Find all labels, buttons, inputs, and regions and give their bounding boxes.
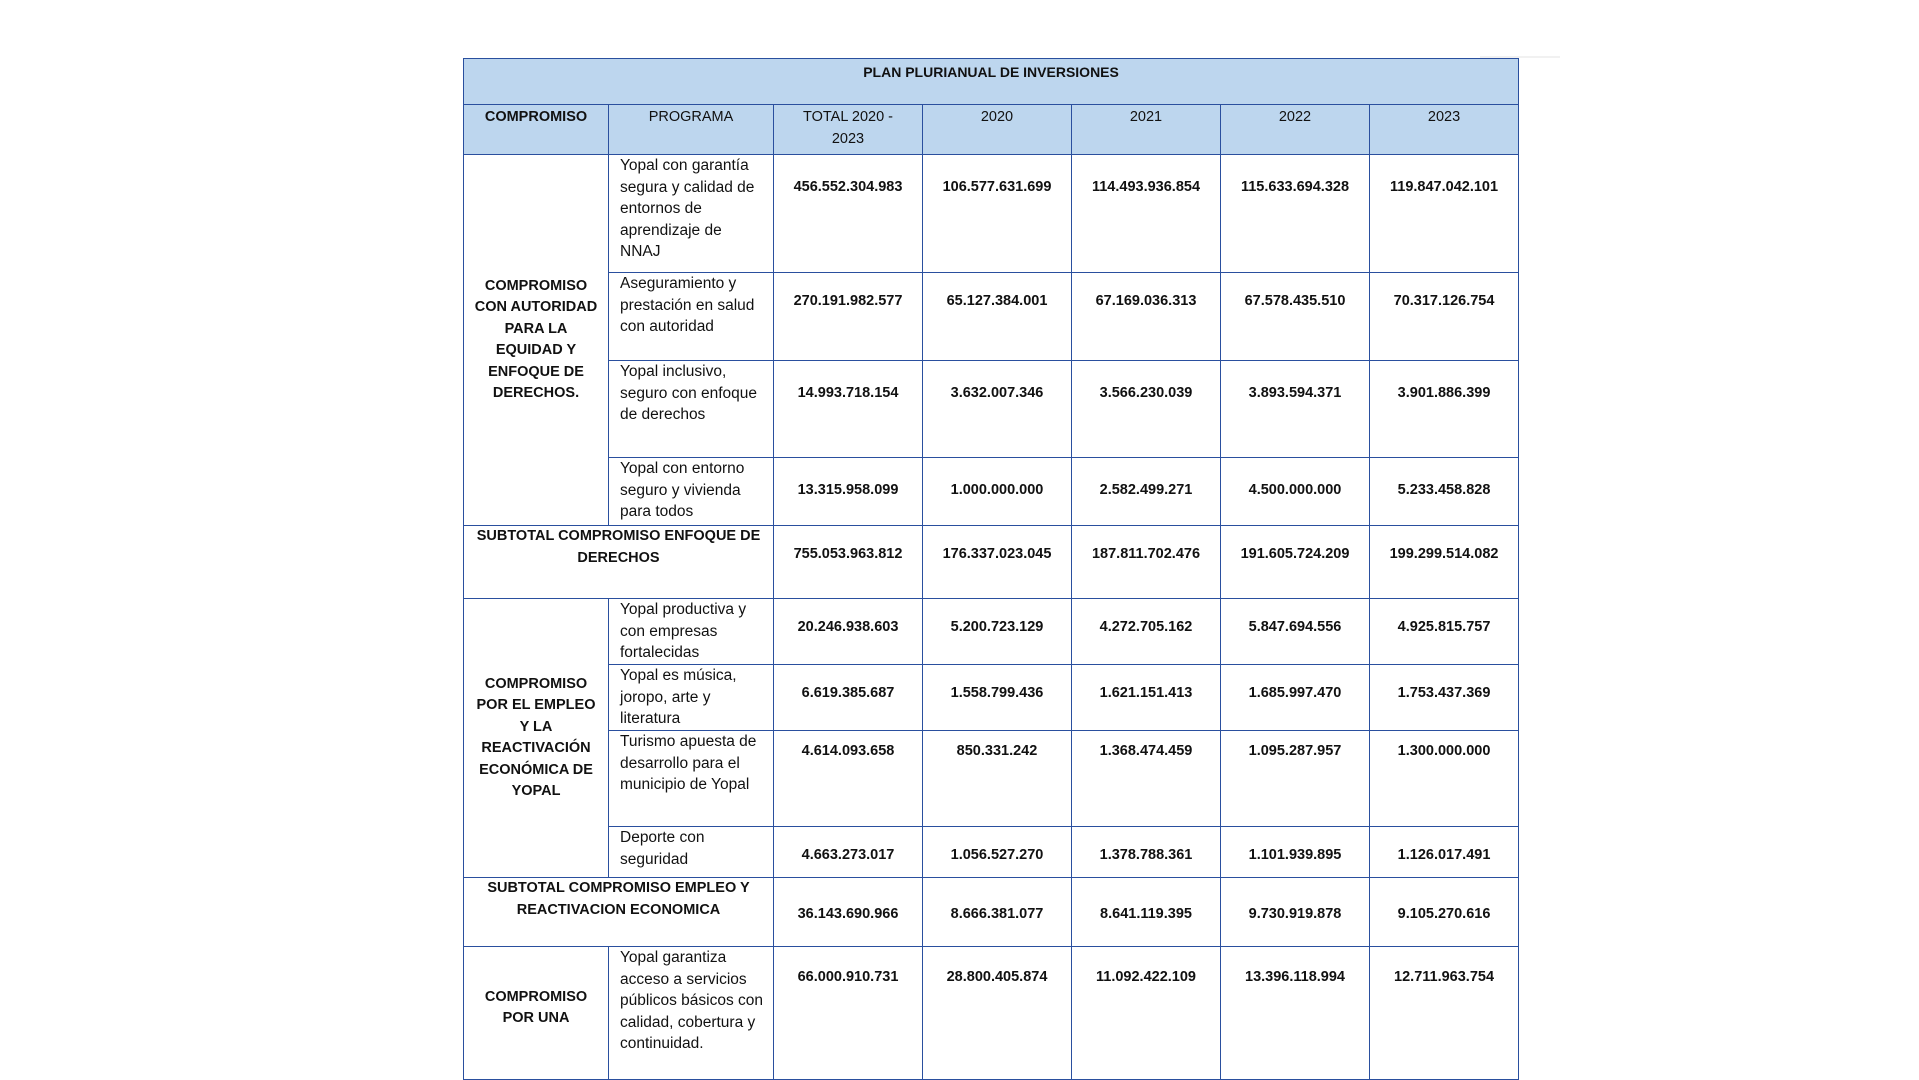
header-2021: 2021 xyxy=(1072,105,1221,155)
value-2020-cell: 850.331.242 xyxy=(923,731,1072,827)
total-cell: 456.552.304.983 xyxy=(774,155,923,273)
value-2021-cell: 1.368.474.459 xyxy=(1072,731,1221,827)
value-2021-cell: 114.493.936.854 xyxy=(1072,155,1221,273)
header-2023: 2023 xyxy=(1370,105,1519,155)
value-2023-cell: 1.126.017.491 xyxy=(1370,827,1519,878)
subtotal-row xyxy=(464,878,1519,947)
value-2021-cell: 1.621.151.413 xyxy=(1072,665,1221,731)
value-2023-cell: 4.925.815.757 xyxy=(1370,599,1519,665)
subtotal-2023-cell: 9.105.270.616 xyxy=(1370,878,1519,947)
programa-cell: Turismo apuesta de desarrollo para el municipio de Yopal xyxy=(609,731,774,827)
total-cell: 4.663.273.017 xyxy=(774,827,923,878)
subtotal-total-cell: 36.143.690.966 xyxy=(774,878,923,947)
programa-cell: Deporte con seguridad xyxy=(609,827,774,878)
value-2020-cell: 65.127.384.001 xyxy=(923,273,1072,361)
header-2022: 2022 xyxy=(1221,105,1370,155)
value-2020-cell: 5.200.723.129 xyxy=(923,599,1072,665)
value-2021-cell: 4.272.705.162 xyxy=(1072,599,1221,665)
value-2020-cell: 1.056.527.270 xyxy=(923,827,1072,878)
value-2022-cell: 115.633.694.328 xyxy=(1221,155,1370,273)
subtotal-2023-cell: 199.299.514.082 xyxy=(1370,526,1519,599)
total-cell: 4.614.093.658 xyxy=(774,731,923,827)
table-row xyxy=(464,361,1519,458)
subtotal-label: SUBTOTAL COMPROMISO EMPLEO Y REACTIVACION ECONOMICA xyxy=(464,878,774,947)
total-cell: 270.191.982.577 xyxy=(774,273,923,361)
subtotal-2021-cell: 8.641.119.395 xyxy=(1072,878,1221,947)
programa-cell: Yopal es música, joropo, arte y literatura xyxy=(609,665,774,731)
value-2022-cell: 1.095.287.957 xyxy=(1221,731,1370,827)
value-2020-cell: 106.577.631.699 xyxy=(923,155,1072,273)
value-2023-cell: 1.300.000.000 xyxy=(1370,731,1519,827)
table-row xyxy=(464,665,1519,731)
value-2023-cell: 12.711.963.754 xyxy=(1370,947,1519,1080)
programa-cell: Yopal inclusivo, seguro con enfoque de derechos xyxy=(609,361,774,458)
compromiso-servicios: COMPROMISO POR UNA xyxy=(464,947,609,1080)
table-row xyxy=(464,155,1519,273)
subtotal-2022-cell: 191.605.724.209 xyxy=(1221,526,1370,599)
value-2020-cell: 1.558.799.436 xyxy=(923,665,1072,731)
value-2022-cell: 1.685.997.470 xyxy=(1221,665,1370,731)
value-2022-cell: 67.578.435.510 xyxy=(1221,273,1370,361)
value-2021-cell: 3.566.230.039 xyxy=(1072,361,1221,458)
compromiso-empleo: COMPROMISO POR EL EMPLEO Y LA REACTIVACIÓN ECONÓMICA DE YOPAL xyxy=(464,599,609,878)
value-2023-cell: 119.847.042.101 xyxy=(1370,155,1519,273)
total-cell: 13.315.958.099 xyxy=(774,458,923,526)
value-2021-cell: 1.378.788.361 xyxy=(1072,827,1221,878)
total-cell: 66.000.910.731 xyxy=(774,947,923,1080)
subtotal-row xyxy=(464,526,1519,599)
subtotal-total-cell: 755.053.963.812 xyxy=(774,526,923,599)
subtotal-label: SUBTOTAL COMPROMISO ENFOQUE DE DERECHOS xyxy=(464,526,774,599)
table-row xyxy=(464,731,1519,827)
total-cell: 20.246.938.603 xyxy=(774,599,923,665)
table-row xyxy=(464,273,1519,361)
subtotal-2020-cell: 8.666.381.077 xyxy=(923,878,1072,947)
table-row xyxy=(464,827,1519,878)
table-title: PLAN PLURIANUAL DE INVERSIONES xyxy=(464,59,1519,105)
value-2022-cell: 4.500.000.000 xyxy=(1221,458,1370,526)
value-2020-cell: 3.632.007.346 xyxy=(923,361,1072,458)
programa-cell: Yopal con garantía segura y calidad de entornos de aprendizaje de NNAJ xyxy=(609,155,774,273)
total-cell: 14.993.718.154 xyxy=(774,361,923,458)
table-row xyxy=(464,458,1519,526)
table-row xyxy=(464,947,1519,1080)
programa-cell: Yopal garantiza acceso a servicios públicos básicos con calidad, cobertura y continuidad. xyxy=(609,947,774,1080)
investment-plan-table xyxy=(463,58,1519,1080)
value-2021-cell: 67.169.036.313 xyxy=(1072,273,1221,361)
subtotal-2022-cell: 9.730.919.878 xyxy=(1221,878,1370,947)
total-cell: 6.619.385.687 xyxy=(774,665,923,731)
programa-cell: Aseguramiento y prestación en salud con autoridad xyxy=(609,273,774,361)
header-programa: PROGRAMA xyxy=(609,105,774,155)
programa-cell: Yopal productiva y con empresas fortalecidas xyxy=(609,599,774,665)
value-2023-cell: 5.233.458.828 xyxy=(1370,458,1519,526)
table-row xyxy=(464,599,1519,665)
value-2022-cell: 13.396.118.994 xyxy=(1221,947,1370,1080)
value-2022-cell: 5.847.694.556 xyxy=(1221,599,1370,665)
header-compromiso: COMPROMISO xyxy=(464,105,609,155)
header-2020: 2020 xyxy=(923,105,1072,155)
value-2022-cell: 1.101.939.895 xyxy=(1221,827,1370,878)
programa-cell: Yopal con entorno seguro y vivienda para todos xyxy=(609,458,774,526)
subtotal-2020-cell: 176.337.023.045 xyxy=(923,526,1072,599)
value-2021-cell: 11.092.422.109 xyxy=(1072,947,1221,1080)
header-total: TOTAL 2020 - 2023 xyxy=(774,105,923,155)
value-2023-cell: 1.753.437.369 xyxy=(1370,665,1519,731)
value-2023-cell: 70.317.126.754 xyxy=(1370,273,1519,361)
value-2023-cell: 3.901.886.399 xyxy=(1370,361,1519,458)
value-2022-cell: 3.893.594.371 xyxy=(1221,361,1370,458)
subtotal-2021-cell: 187.811.702.476 xyxy=(1072,526,1221,599)
value-2020-cell: 1.000.000.000 xyxy=(923,458,1072,526)
value-2020-cell: 28.800.405.874 xyxy=(923,947,1072,1080)
value-2021-cell: 2.582.499.271 xyxy=(1072,458,1221,526)
compromiso-derechos: COMPROMISO CON AUTORIDAD PARA LA EQUIDAD Y ENFOQUE DE DERECHOS. xyxy=(464,155,609,526)
